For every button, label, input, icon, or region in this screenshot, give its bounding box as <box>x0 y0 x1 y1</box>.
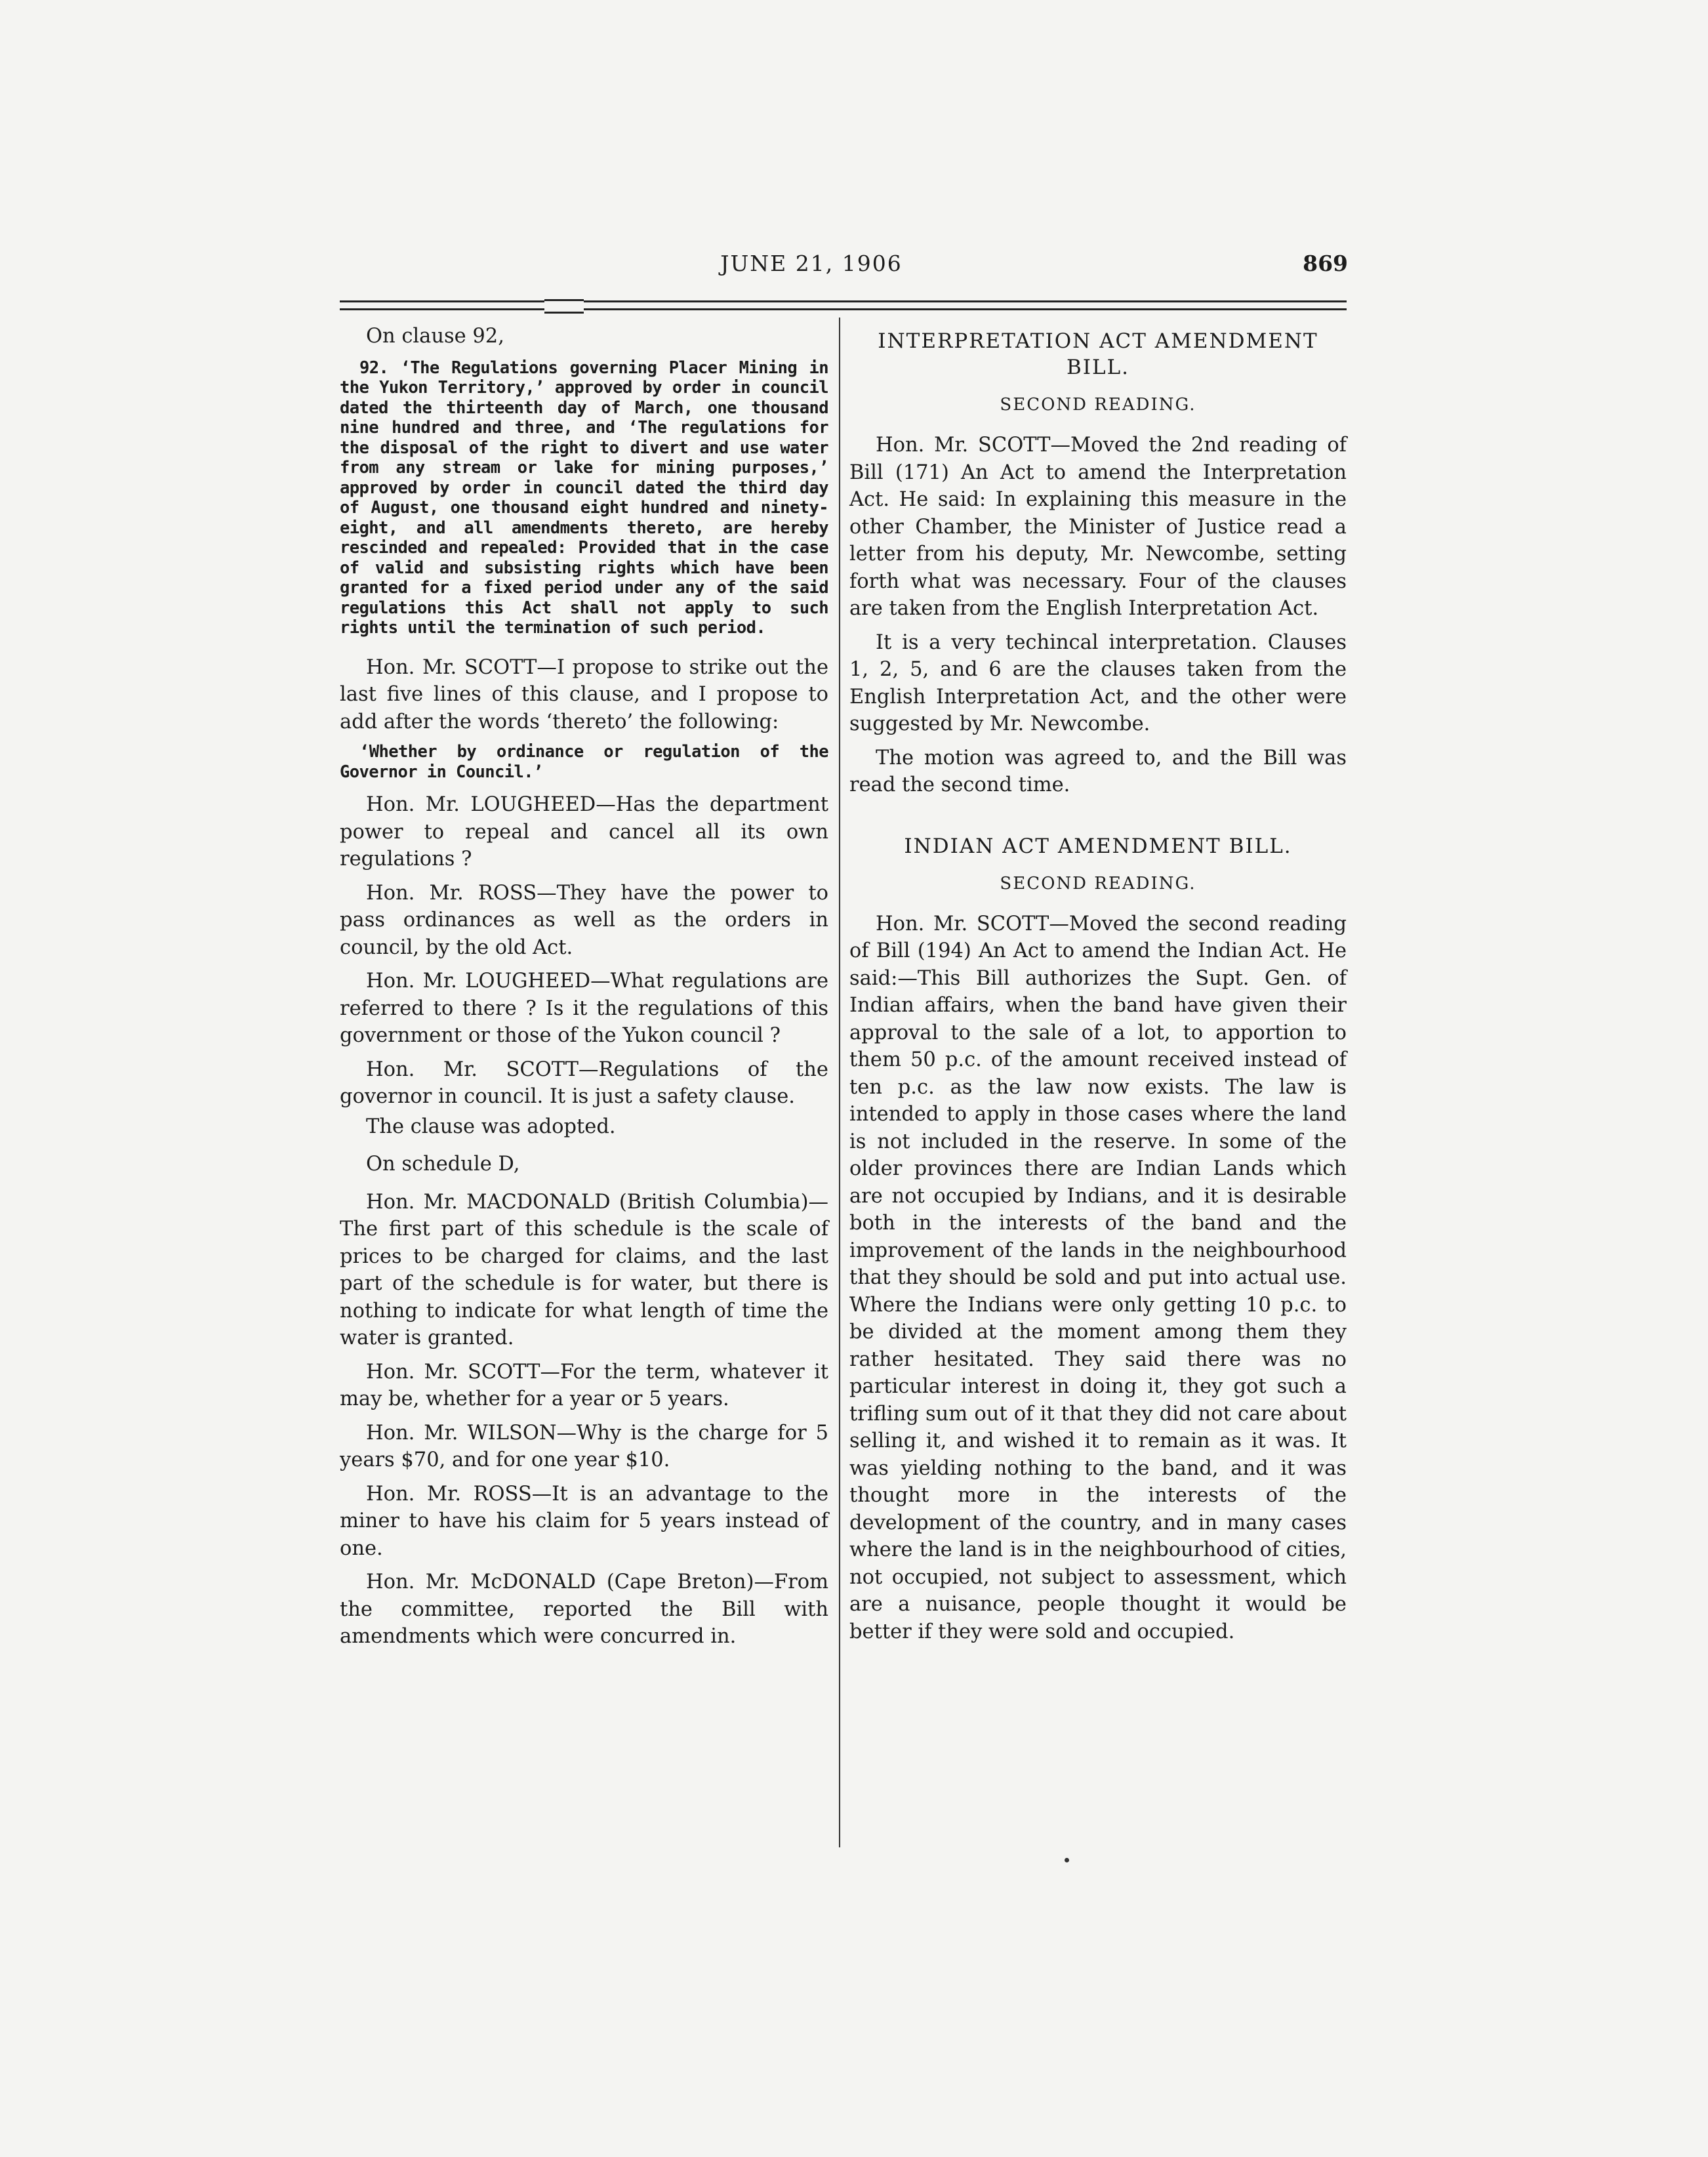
paragraph-scott-propose: Hon. Mr. SCOTT—I propose to strike out the last five lines of this clause, and I propose to add after the words ‘thereto’ the following: <box>340 655 828 733</box>
clause-92-text: 92. ‘The Regulations governing Placer Mining in the Yukon Territory,’ approved by order in council dated the thirteenth day of March, one thousand nine hundred and three, and ‘The regulations for the disposal of the right to divert and use water from any stream or lake for mining purposes,’ approved by order in council dated the third day of August, one thousand eight hundred and ninety-eight, and all amendments thereto, are hereby rescinded and repealed: Provided that in the case of valid and subsisting rights which have been granted for a fixed period under any of the said regulations this Act shall not apply to such rights until the termination of such period. <box>340 358 828 638</box>
page-header-date: JUNE 21, 1906 <box>720 251 903 276</box>
header-rule-ornament <box>544 299 584 314</box>
header-rule-bottom <box>340 308 1347 310</box>
paragraph-ross-2: Hon. Mr. ROSS—It is an advantage to the miner to have his claim for 5 years instead of one. <box>340 1482 828 1560</box>
column-divider <box>839 318 840 1847</box>
paragraph-macdonald: Hon. Mr. MACDONALD (British Columbia)—The first part of this schedule is the scale of prices to be charged for claims, and the last part of the schedule is for water, but there is nothing to indicate for what length of time the water is granted. <box>340 1190 828 1349</box>
section-heading-indian-act: INDIAN ACT AMENDMENT BILL. <box>904 834 1292 858</box>
paragraph-lougheed-2: Hon. Mr. LOUGHEED—What regulations are referred to there ? Is it the regulations of this government or those of the Yukon council ? <box>340 970 828 1047</box>
paragraph-lougheed-1: Hon. Mr. LOUGHEED—Has the department power to repeal and cancel all its own regulations ? <box>340 793 828 871</box>
paragraph-mcdonald: Hon. Mr. McDONALD (Cape Breton)—From the committee, reported the Bill with amendments which were concurred in. <box>340 1571 828 1648</box>
paragraph-on-schedule: On schedule D, <box>366 1153 520 1176</box>
stray-dot-mark <box>1065 1858 1069 1862</box>
paragraph-scott-3: Hon. Mr. SCOTT—For the term, whatever it may be, whether for a year or 5 years. <box>340 1360 828 1410</box>
left-column <box>340 323 828 1657</box>
paragraph-wilson: Hon. Mr. WILSON—Why is the charge for 5 years $70, and for one year $10. <box>340 1421 828 1471</box>
paragraph-on-clause: On clause 92, <box>366 325 504 348</box>
paragraph-motion-agreed: The motion was agreed to, and the Bill was read the second time. <box>849 746 1347 796</box>
paragraph-clause-adopted: The clause was adopted. <box>366 1115 616 1138</box>
paragraph-scott-2: Hon. Mr. SCOTT—Regulations of the governor in council. It is just a safety clause. <box>340 1058 828 1108</box>
paragraph-scott-indian-act: Hon. Mr. SCOTT—Moved the second reading of Bill (194) An Act to amend the Indian Act. He said:—This Bill authorizes the Supt. Gen. of Indian affairs, when the band have given their approval to the sale of a lot, to apportion to them 50 p.c. of the amount received instead of ten p.c. as the law now exists. The law is intended to apply in those cases where the land is not included in the reserve. In some of the older provinces there are Indian Lands which are not occupied by Indians, and it is desirable both in the interests of the band and the improvement of the lands in the neighbourhood that they should be sold and put into actual use. Where the Indians were only getting 10 p.c. to be divided at the moment among them they rather hesitated. They said there was no particular interest in doing it, they got such a trifling sum out of it that they did not care about selling it, and wished it to remain as it was. It was yielding nothing to the band, and it was thought more in the interests of the development of the country, and in many cases where the land is in the neighbourhood of cities, not occupied, not subject to assessment, which are a nuisance, people thought it would be better if they were sold and occupied. <box>849 912 1347 1643</box>
right-column <box>849 323 1347 1652</box>
paragraph-ross-1: Hon. Mr. ROSS—They have the power to pass ordinances as well as the orders in council, by the old Act. <box>340 881 828 959</box>
section-subheading-second-reading-1: SECOND READING. <box>1000 395 1196 415</box>
section-heading-interpretation: INTERPRETATION ACT AMENDMENT BILL. <box>878 329 1318 379</box>
page-number: 869 <box>1303 251 1348 276</box>
header-rule-top <box>340 300 1347 302</box>
section-subheading-second-reading-2: SECOND READING. <box>1000 873 1196 894</box>
quoted-amendment: ‘Whether by ordinance or regulation of the Governor in Council.’ <box>340 742 828 782</box>
paragraph-technical: It is a very techincal interpretation. Clauses 1, 2, 5, and 6 are the clauses taken from the English Interpretation Act, and the other were suggested by Mr. Newcombe. <box>849 630 1347 735</box>
paragraph-scott-interpretation: Hon. Mr. SCOTT—Moved the 2nd reading of Bill (171) An Act to amend the Interpretation Act. He said: In explaining this measure in the other Chamber, the Minister of Justice read a letter from his deputy, Mr. Newcombe, setting forth what was necessary. Four of the clauses are taken from the English Interpretation Act. <box>849 434 1347 620</box>
